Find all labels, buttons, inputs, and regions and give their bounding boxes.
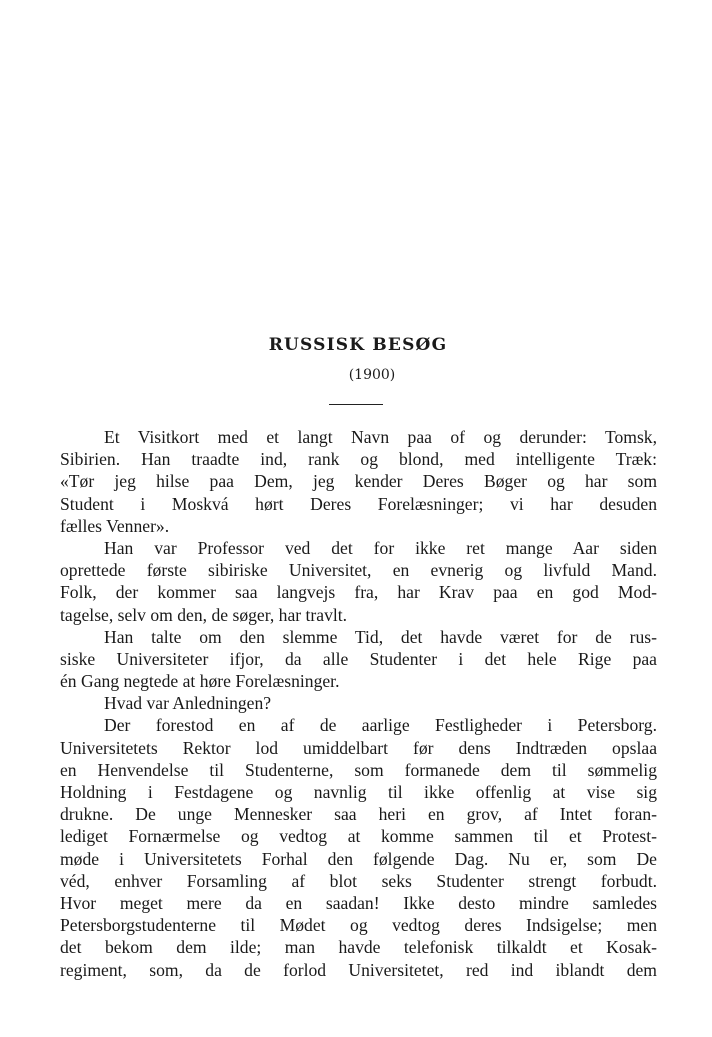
text-line: oprettede første sibiriske Universitet, en evnerig og livfuld Mand. — [60, 560, 657, 581]
text-line: Hvor meget mere da en saadan! Ikke desto mindre samledes — [60, 892, 657, 913]
text-line: Sibirien. Han traadte ind, rank og blond, med intelligente Træk: — [60, 449, 657, 470]
text-line: regiment, som, da de forlod Universitetet, red ind iblandt dem — [60, 959, 657, 980]
body-text — [60, 426, 657, 981]
text-line: Student i Moskvá hørt Deres Forelæsninger; vi har desuden — [60, 493, 657, 514]
text-line: en Henvendelse til Studenterne, som formanede dem til sømmelig — [60, 759, 657, 780]
text-line: én Gang negtede at høre Forelæsninger. — [60, 671, 340, 692]
text-line: møde i Universitetets Forhal den følgende Dag. Nu er, som De — [60, 848, 657, 869]
text-line: Holdning i Festdagene og navnlig til ikke offenlig at vise sig — [60, 782, 657, 802]
text-line: Petersborgstudenterne til Mødet og vedtog deres Indsigelse; men — [60, 915, 657, 936]
title-divider — [329, 404, 383, 405]
text-line: Universitetets Rektor lod umiddelbart før dens Indtræden opslaa — [60, 737, 657, 758]
text-line: Folk, der kommer saa langvejs fra, har Krav paa en god Mod- — [60, 582, 657, 603]
text-line: Der forestod en af de aarlige Festligheder i Petersborg. — [104, 715, 657, 736]
text-line: tagelse, selv om den, de søger, har travlt. — [60, 604, 348, 625]
chapter-year: (1900) — [348, 367, 396, 383]
text-line: siske Universiteter ifjor, da alle Studenter i det hele Rige paa — [60, 648, 657, 669]
text-line: «Tør jeg hilse paa Dem, jeg kender Deres Bøger og har som — [60, 471, 657, 492]
text-line: véd, enhver Forsamling af blot seks Studenter strengt forbudt. — [60, 870, 657, 891]
text-line: lediget Fornærmelse og vedtog at komme sammen til et Protest- — [60, 826, 657, 847]
text-line: det bekom dem ilde; man havde telefonisk tilkaldt et Kosak- — [60, 937, 657, 958]
text-line: Hvad var Anledningen? — [104, 693, 272, 714]
text-line: Han talte om den slemme Tid, det havde været for de rus- — [104, 626, 657, 647]
text-line: Et Visitkort med et langt Navn paa of og derunder: Tomsk, — [104, 427, 657, 447]
text-line: drukne. De unge Mennesker saa heri en grov, af Intet foran- — [60, 804, 657, 825]
text-line: fælles Venner». — [60, 515, 170, 536]
chapter-title: RUSSISK BESØG — [268, 335, 448, 355]
text-line: Han var Professor ved det for ikke ret mange Aar siden — [104, 537, 657, 558]
